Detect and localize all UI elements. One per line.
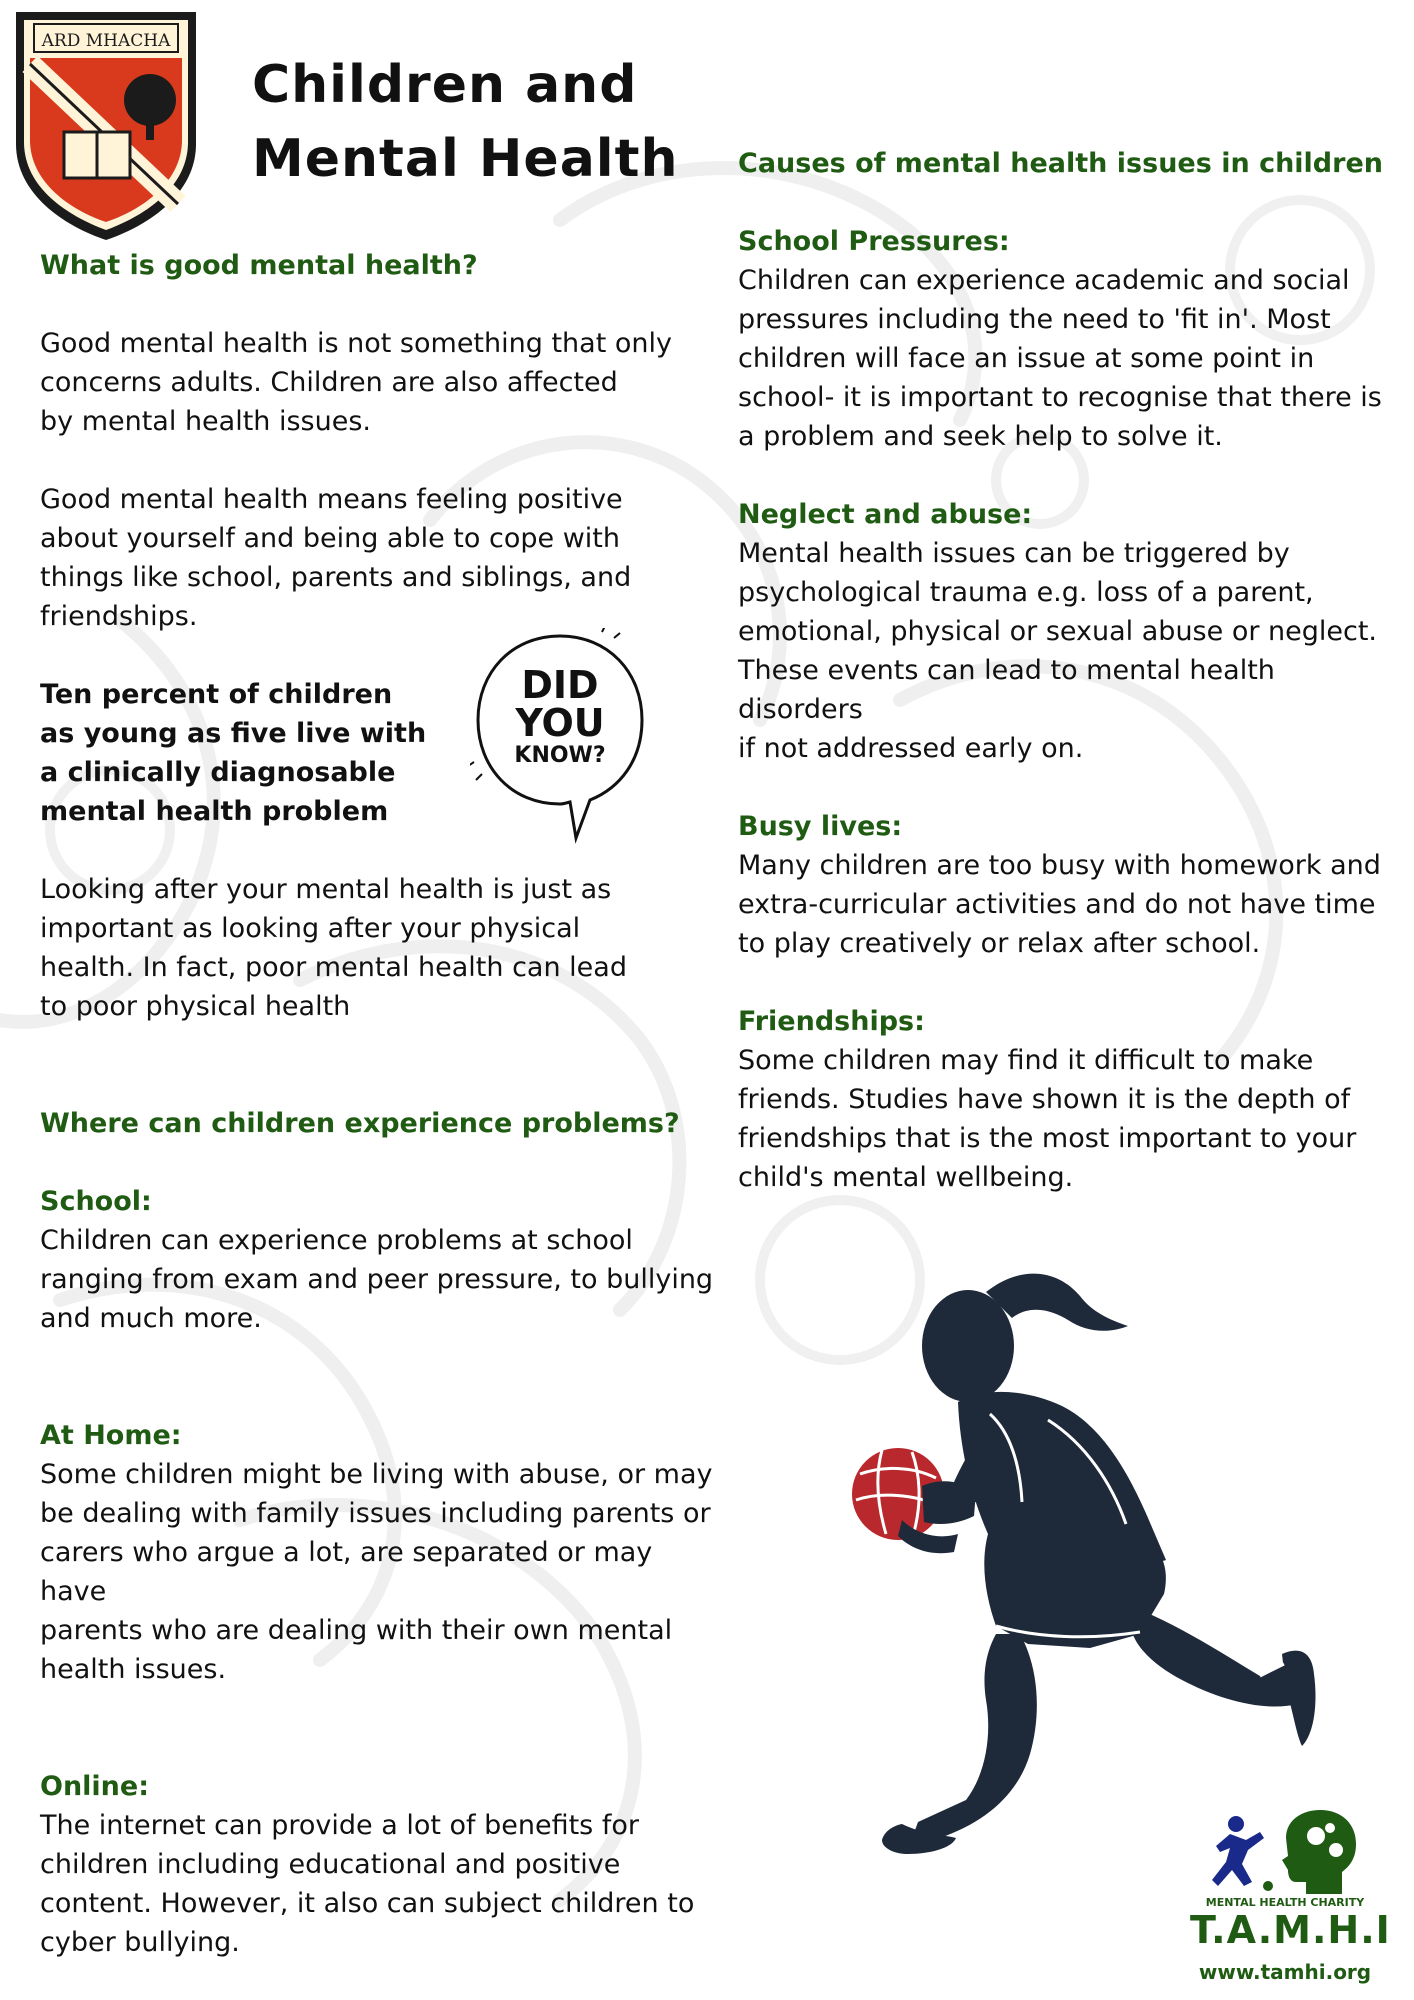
text-line: health. In fact, poor mental health can lead <box>40 952 627 983</box>
good-mental-health-heading: What is good mental health? <box>40 250 478 281</box>
text-line: The internet can provide a lot of benefits for <box>40 1810 639 1841</box>
text-line: cyber bullying. <box>40 1927 240 1958</box>
did-you-know-bubble <box>470 628 650 848</box>
runner-illustration <box>790 1234 1350 1864</box>
text-line: and much more. <box>40 1303 262 1334</box>
text-line: friendships. <box>40 601 198 632</box>
friendships-paragraph <box>738 1041 1398 1197</box>
neglect-heading: Neglect and abuse: <box>738 499 1033 530</box>
text-line: friends. Studies have shown it is the depth of <box>738 1084 1351 1115</box>
text-line: mental health problem <box>40 796 389 827</box>
bubble-did: DID <box>521 663 599 707</box>
text-line: children will face an issue at some point in <box>738 343 1315 374</box>
school-pressures-heading: School Pressures: <box>738 226 1010 257</box>
text-line: carers who argue a lot, are separated or may have <box>40 1537 653 1607</box>
text-line: ranging from exam and peer pressure, to bullying <box>40 1264 714 1295</box>
text-line: by mental health issues. <box>40 406 372 437</box>
physical-health-paragraph <box>40 870 720 1026</box>
text-line: to poor physical health <box>40 991 351 1022</box>
neglect-paragraph <box>738 534 1398 768</box>
school-heading: School: <box>40 1186 152 1217</box>
text-line: health issues. <box>40 1654 227 1685</box>
text-line: about yourself and being able to cope with <box>40 523 620 554</box>
bubble-you: YOU <box>515 701 605 745</box>
text-line: children including educational and positive <box>40 1849 621 1880</box>
online-heading: Online: <box>40 1771 150 1802</box>
text-line: Looking after your mental health is just as <box>40 874 612 905</box>
page-title <box>252 48 679 196</box>
text-line: Some children may find it difficult to make <box>738 1045 1314 1076</box>
home-heading: At Home: <box>40 1420 182 1451</box>
text-line: emotional, physical or sexual abuse or neglect. <box>738 616 1378 647</box>
crest-text: ARD MHACHA <box>41 31 171 51</box>
online-paragraph <box>40 1806 720 1962</box>
title-line-2: Mental Health <box>252 129 679 189</box>
text-line: to play creatively or relax after school. <box>738 928 1261 959</box>
where-problems-heading: Where can children experience problems? <box>40 1108 680 1139</box>
right-column <box>738 144 1398 1197</box>
text-line: Children can experience problems at school <box>40 1225 633 1256</box>
school-pressures-paragraph <box>738 261 1398 456</box>
text-line: concerns adults. Children are also affected <box>40 367 618 398</box>
good-mental-health-paragraph-2 <box>40 480 720 636</box>
tamhi-name: T.A.M.H.I <box>1190 1908 1391 1952</box>
text-line: psychological trauma e.g. loss of a parent, <box>738 577 1314 608</box>
friendships-heading: Friendships: <box>738 1006 925 1037</box>
text-line: parents who are dealing with their own mental <box>40 1615 673 1646</box>
text-line: important as looking after your physical <box>40 913 581 944</box>
crest-logo <box>8 4 204 244</box>
text-line: content. However, it also can subject children to <box>40 1888 695 1919</box>
text-line: friendships that is the most important to your <box>738 1123 1357 1154</box>
text-line: Many children are too busy with homework and <box>738 850 1381 881</box>
text-line: Good mental health means feeling positive <box>40 484 623 515</box>
causes-heading: Causes of mental health issues in children <box>738 148 1383 179</box>
text-line: Mental health issues can be triggered by <box>738 538 1290 569</box>
tamhi-logo <box>1190 1810 1391 1990</box>
tamhi-tagline: MENTAL HEALTH CHARITY <box>1205 1896 1365 1909</box>
busy-lives-paragraph <box>738 846 1398 963</box>
text-line: Good mental health is not something that only <box>40 328 672 359</box>
text-line: Ten percent of children <box>40 679 393 710</box>
text-line: These events can lead to mental health disorders <box>738 655 1275 725</box>
school-paragraph <box>40 1221 720 1338</box>
text-line: Children can experience academic and social <box>738 265 1350 296</box>
text-line: extra-curricular activities and do not have time <box>738 889 1376 920</box>
text-line: school- it is important to recognise that there is <box>738 382 1382 413</box>
text-line: pressures including the need to 'fit in'. Most <box>738 304 1331 335</box>
text-line: as young as five live with <box>40 718 427 749</box>
bubble-know: KNOW? <box>514 743 606 768</box>
text-line: child's mental wellbeing. <box>738 1162 1074 1193</box>
text-line: if not addressed early on. <box>738 733 1084 764</box>
title-line-1: Children and <box>252 55 638 115</box>
text-line: things like school, parents and siblings, and <box>40 562 632 593</box>
good-mental-health-paragraph-1 <box>40 324 720 441</box>
tamhi-emblem <box>1190 1810 1380 1900</box>
home-paragraph <box>40 1455 720 1689</box>
tamhi-url[interactable]: www.tamhi.org <box>1198 1960 1372 1984</box>
text-line: a clinically diagnosable <box>40 757 396 788</box>
text-line: a problem and seek help to solve it. <box>738 421 1223 452</box>
statistic-callout <box>40 675 440 831</box>
text-line: Some children might be living with abuse, or may <box>40 1459 713 1490</box>
left-column <box>40 246 720 1962</box>
busy-lives-heading: Busy lives: <box>738 811 903 842</box>
text-line: be dealing with family issues including parents or <box>40 1498 711 1529</box>
